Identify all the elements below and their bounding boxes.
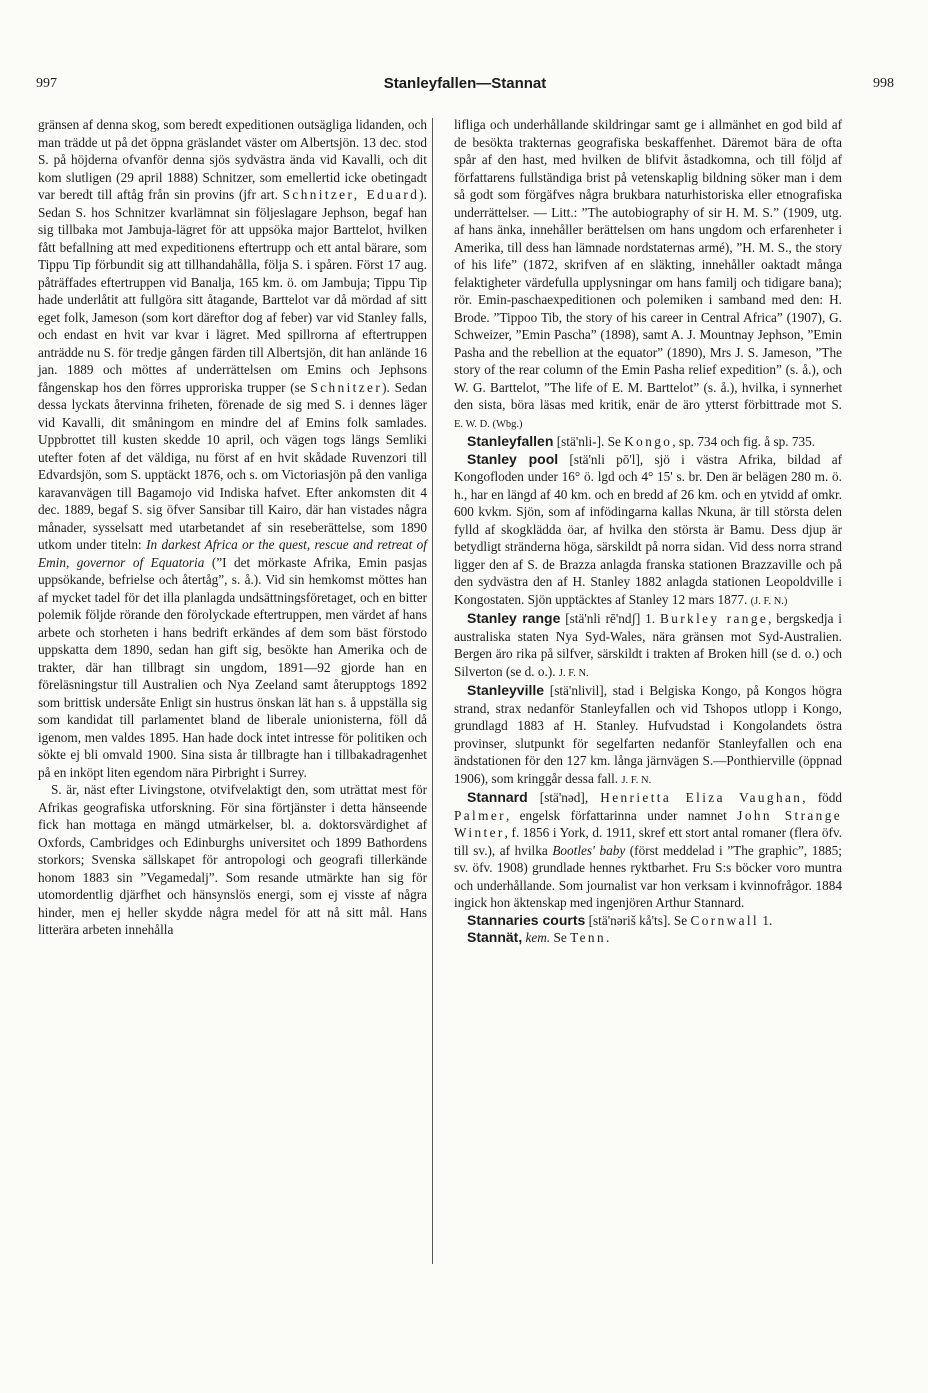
entry-headword: Stanley pool bbox=[467, 450, 559, 467]
entry-text: , sp. 734 och fig. å sp. 735. bbox=[672, 434, 816, 449]
page-title: Stanleyfallen—Stannat bbox=[383, 75, 547, 92]
author-signature: J. F. N. bbox=[558, 667, 589, 679]
entry-text: , född bbox=[802, 790, 842, 805]
entry-list bbox=[454, 433, 842, 947]
text-run: gränsen af denna skog, som beredt expeditionen outsägliga lidanden, och man trädde ut på det öppna gräslandet väster om Albertsjön. 13 dec. stod S. på höjderna ofvanför denna sjös sydvästra ända vid Kavalli, och dit kom slutligen (29 april 1888) Schnitzer, som emellertid icke obetingadt var beredt till aftåg från sin provins (jfr art. bbox=[38, 117, 427, 202]
dictionary-entry bbox=[454, 610, 842, 682]
italic-term: kem. bbox=[525, 930, 551, 945]
entry-text: 1. bbox=[759, 912, 773, 928]
entry-headword: Stannaries courts bbox=[467, 911, 586, 928]
entry-text: [stä'nəriš kå'ts]. Se bbox=[585, 912, 691, 928]
spaced-term: Palmer bbox=[454, 807, 506, 823]
entry-text: [stä'nli pō'l], sjö i västra Afrika, bildad af Kongofloden under 16° ö. lgd och 4° 15' s. br. Den är belägen 280 m. ö. h., har en längd af 40 km. och en bredd af 26 km. och en ytvidd af omkr. 600 kvkm. Sjön, som af infödingarna kallas Nkuna, är till största delen fylld af skogklädda öar, af hvilka den största är Bamu. Dess djup är betydligt stränderna höga, särskildt på norra sidan. Vid dess norra strand ligger den af S. de Brazza anlagda franska stationen Brazzaville och på den sydvästra den af H. Stanley 1882 anlagda stationen Leopoldville i Kongostaten. Sjön upptäcktes af Stanley 12 mars 1877. bbox=[454, 451, 843, 607]
page-number-right: 998 bbox=[873, 76, 894, 91]
spaced-term: Henrietta Eliza Vaughan bbox=[600, 790, 803, 805]
text-run: lifliga och underhållande skildringar samt ge i allmänhet en god bild af de besökta trakternas geografiska beskaffenhet. Däremot bära de ofta spår af den hast, med hvilken de blifvit åstadkomna, och till följd af författarens fullständiga brist på vetenskaplig bildning söker man i dem så godt som förgäfves några brukbara naturhistoriska eller etnografiska underrättelser. — Litt.: ”The autobiography of sir H. M. S.” (1909, utg. af hans änka, innehåller berättelsen om hans ungdom och erfarenheter i Amerika, till dess han lämnade nordstaternas armé), ”H. M. S., the story of his life” (1872, skrifven af en släkting, innehåller oaktadt många felaktigheter värdefulla upplysningar om hans familj och tidigare bana); rör. Emin-paschaexpeditionen och polemiken i samband med den: H. Brode. ”Tippoo Tib, the story of his career in Central Africa” (1907), G. Schweizer, ”Emin Pascha” (1898), samt A. J. Mountnay Jephson, ”Emin Pasha and the rebellion at the equator” (1890), Mrs J. S. Jameson, ”The story of the rear column of the Emin Pasha relief expedition” (s. å.), och W. G. Barttelot, ”The life of E. M. Barttelot” (s. å.), hvilka, i synnerhet den sista, böra läsas med kritik, enär de äro ytterst förbittrade mot S. bbox=[454, 117, 842, 412]
entry-headword: Stanley range bbox=[467, 610, 561, 626]
spaced-term: Tenn bbox=[570, 930, 606, 945]
entry-text: (först meddelad i ”The graphic”, 1885; sv. öfv. 1908) grundlade hennes ryktbarhet. Fru S:s böcker voro muntra och underhållande. Som journalist var hon verksam i kvinnofrågor. 1884 ingick hon äktenskap med ingenjören Arthur Stannard. bbox=[454, 842, 842, 910]
entry-text: [stä'nəd], bbox=[527, 790, 601, 805]
entry-text: , f. 1856 i York, d. 1911, skref ett stort antal romaner (flera öfv. till sv.), af hvilka bbox=[454, 825, 842, 858]
page-number-left: 997 bbox=[36, 76, 57, 91]
spaced-term: John Strange Winter bbox=[454, 807, 843, 840]
dictionary-entry bbox=[454, 929, 842, 947]
page-header bbox=[36, 72, 894, 96]
dictionary-entry bbox=[454, 451, 842, 611]
entry-text: [stä'nli-]. Se bbox=[553, 434, 625, 449]
paragraph: S. är, näst efter Livingstone, otvifvelaktigt den, som uträttat mest för Afrikas geografiska utforskning. För sina förtjänster i detta hänseende fick han mottaga en mängd utmärkelser, bl. a. doktorsvärdighet af Oxfords, Cambridges och Edinburghs universitet och 1899 Bathordens storkors; Svenska sällskapet för antropologi och geografi tillerkände honom 1883 sin ”Vegamedalj”. Som resande utmärkte han sig för utomordentlig djärfhet och hänsynslös energi, som ej visste af några hinder, men ej heller skydde några medel för att nå sitt mål. Hans litterära arbeten innehålla bbox=[38, 782, 427, 937]
author-signature: E. W. D. (Wbg.) bbox=[454, 418, 523, 430]
entry-text: , engelsk författarinna under namnet bbox=[505, 807, 738, 823]
paragraph bbox=[454, 116, 842, 433]
author-signature: J. F. N. bbox=[621, 774, 652, 786]
spaced-term: Kongo bbox=[624, 434, 673, 449]
text-run: ). Sedan S. hos Schnitzer kvarlämnat sin följeslagare Jephson, begaf han sig tillbaka mot Jambuja-lägret för att uppsöka major Barttelot, hvilken fått befallning att med expeditionens eftertrupp och ett antal bärare, som Tippu Tip förbundit sig att tillhandahålla, följa S. i spåren. Först 17 aug. påträffades eftertruppen vid Banalja, 165 km. ö. om Jambuja; Tippu Tip hade underlåtit att fullgöra sitt åtagande, Barttelot var då mördad af sitt eget folk, Jameson (som kort däreftor dog af feber) var vid Stanley falls, och endast en hvit var kvar i lägret. Med spillrorna af eftertruppen anträdde nu S. för tredje gången färden till Albertsjön, dit han anlände 16 jan. 1889 och möttes af underrättelsen om Emins och Jephsons fångenskap hos den förres upproriska trupper (se bbox=[38, 187, 427, 395]
text-run: ). Sedan dessa lyckats återvinna friheten, förenade de sig med S. i dennes läger vid Kavalli, dit småningom en mindre del af Emins folk samlades. Uppbrottet till kusten skedde 10 april, och vägen togs längs Semliki utefter foten af det väldiga, nu först af en hvit skådade Ruvenzori till Edvardsjön, som S. upptäckt 1876, och s. om Victoriasjön på den vanliga karavanvägen till Bagamojo vid Indiska hafvet. Efter ankomsten dit 4 dec. 1889, begaf S. sig öfver Sansibar till Kairo, där han vistades några månader, sysselsatt med utarbetandet af sin reseberättelse, som 1890 utkom under titeln: bbox=[38, 379, 428, 552]
entry-text: , bergskedja i australiska staten Nya Syd-Wales, nära gränsen mot Syd-Australien. Bergen äro rika på silfver, särskildt i trakten af Broken hill (se d. o.) och Silverton (se d. o.). bbox=[454, 611, 842, 679]
paragraph bbox=[38, 116, 427, 781]
cross-reference: Schnitzer bbox=[310, 379, 383, 395]
dictionary-entry bbox=[454, 912, 842, 930]
column-divider bbox=[432, 118, 433, 1264]
entry-text: [stä'nli rē'ndʃ] 1. bbox=[560, 611, 660, 626]
entry-text: Se bbox=[550, 930, 571, 945]
right-column bbox=[454, 116, 842, 947]
left-column bbox=[38, 116, 427, 939]
author-signature: (J. F. N.) bbox=[750, 595, 788, 607]
entry-headword: Stanleyville bbox=[467, 682, 545, 698]
entry-headword: Stannard bbox=[467, 789, 528, 805]
entry-headword: Stanleyfallen bbox=[467, 433, 554, 449]
text-run: (”I det mörkaste Afrika, Emin pasjas uppsökande, befrielse och återtåg”, s. å.). Vid sin hemkomst möttes han af mycket tadel för det illa planlagda undsättningsföretaget, och en bitter polemik följde rörande den förolyckade eftertruppen, men värdet af hans arbete och storheten i hans bedrift erkändes af dem som bäst förstodo uppskatta dem 1890, sedan han gift sig, besökte han Amerika och de trakter, där han tillbragt sin ungdom, 1891—92 gjorde han en föreläsningstur till Australien och Nya Zeeland samt återupptogs 1892 som brittisk undersåte Enligt sin hustrus önskan lät han s. å uppställa sig som kandidat till parlamentet bland de liberale unionisterna, föll då igenom, men valdes 1895. Han hade dock intet intresse för politiken och sökte ej bli omvald 1900. Sina sista år tillbragte han i tillbakadragenhet på en inköpt liten egendom nära Pirbright i Surrey. bbox=[38, 554, 427, 780]
spaced-term: Cornwall bbox=[690, 912, 760, 928]
dictionary-entry bbox=[454, 682, 842, 789]
entry-text: [stä'nlivil], stad i Belgiska Kongo, på Kongos högra strand, strax nedanför Stanleyfallen och vid Tshopos utlopp i Kongo, grundlagd 1883 af H. Stanley. Hufvudstad i Kongolandets östra provinser, slutpunkt för segelfarten nedanför Stanleyfallen och ena ändstationen för den 127 km. långa järnvägen S.—Ponthierville (öppnad 1906), som kringgår dessa fall. bbox=[454, 683, 842, 786]
spaced-term: Burkley range bbox=[659, 611, 769, 626]
cross-reference: Schnitzer, Eduard bbox=[282, 187, 420, 202]
entry-text: . bbox=[605, 930, 610, 945]
entry-headword: Stannät, bbox=[467, 929, 523, 945]
italic-term: Bootles' baby bbox=[552, 842, 626, 858]
book-title: In darkest Africa or the quest, rescue and retreat of Emin, governor of Equatoria bbox=[38, 537, 427, 570]
dictionary-entry bbox=[454, 789, 842, 912]
dictionary-entry bbox=[454, 433, 842, 451]
